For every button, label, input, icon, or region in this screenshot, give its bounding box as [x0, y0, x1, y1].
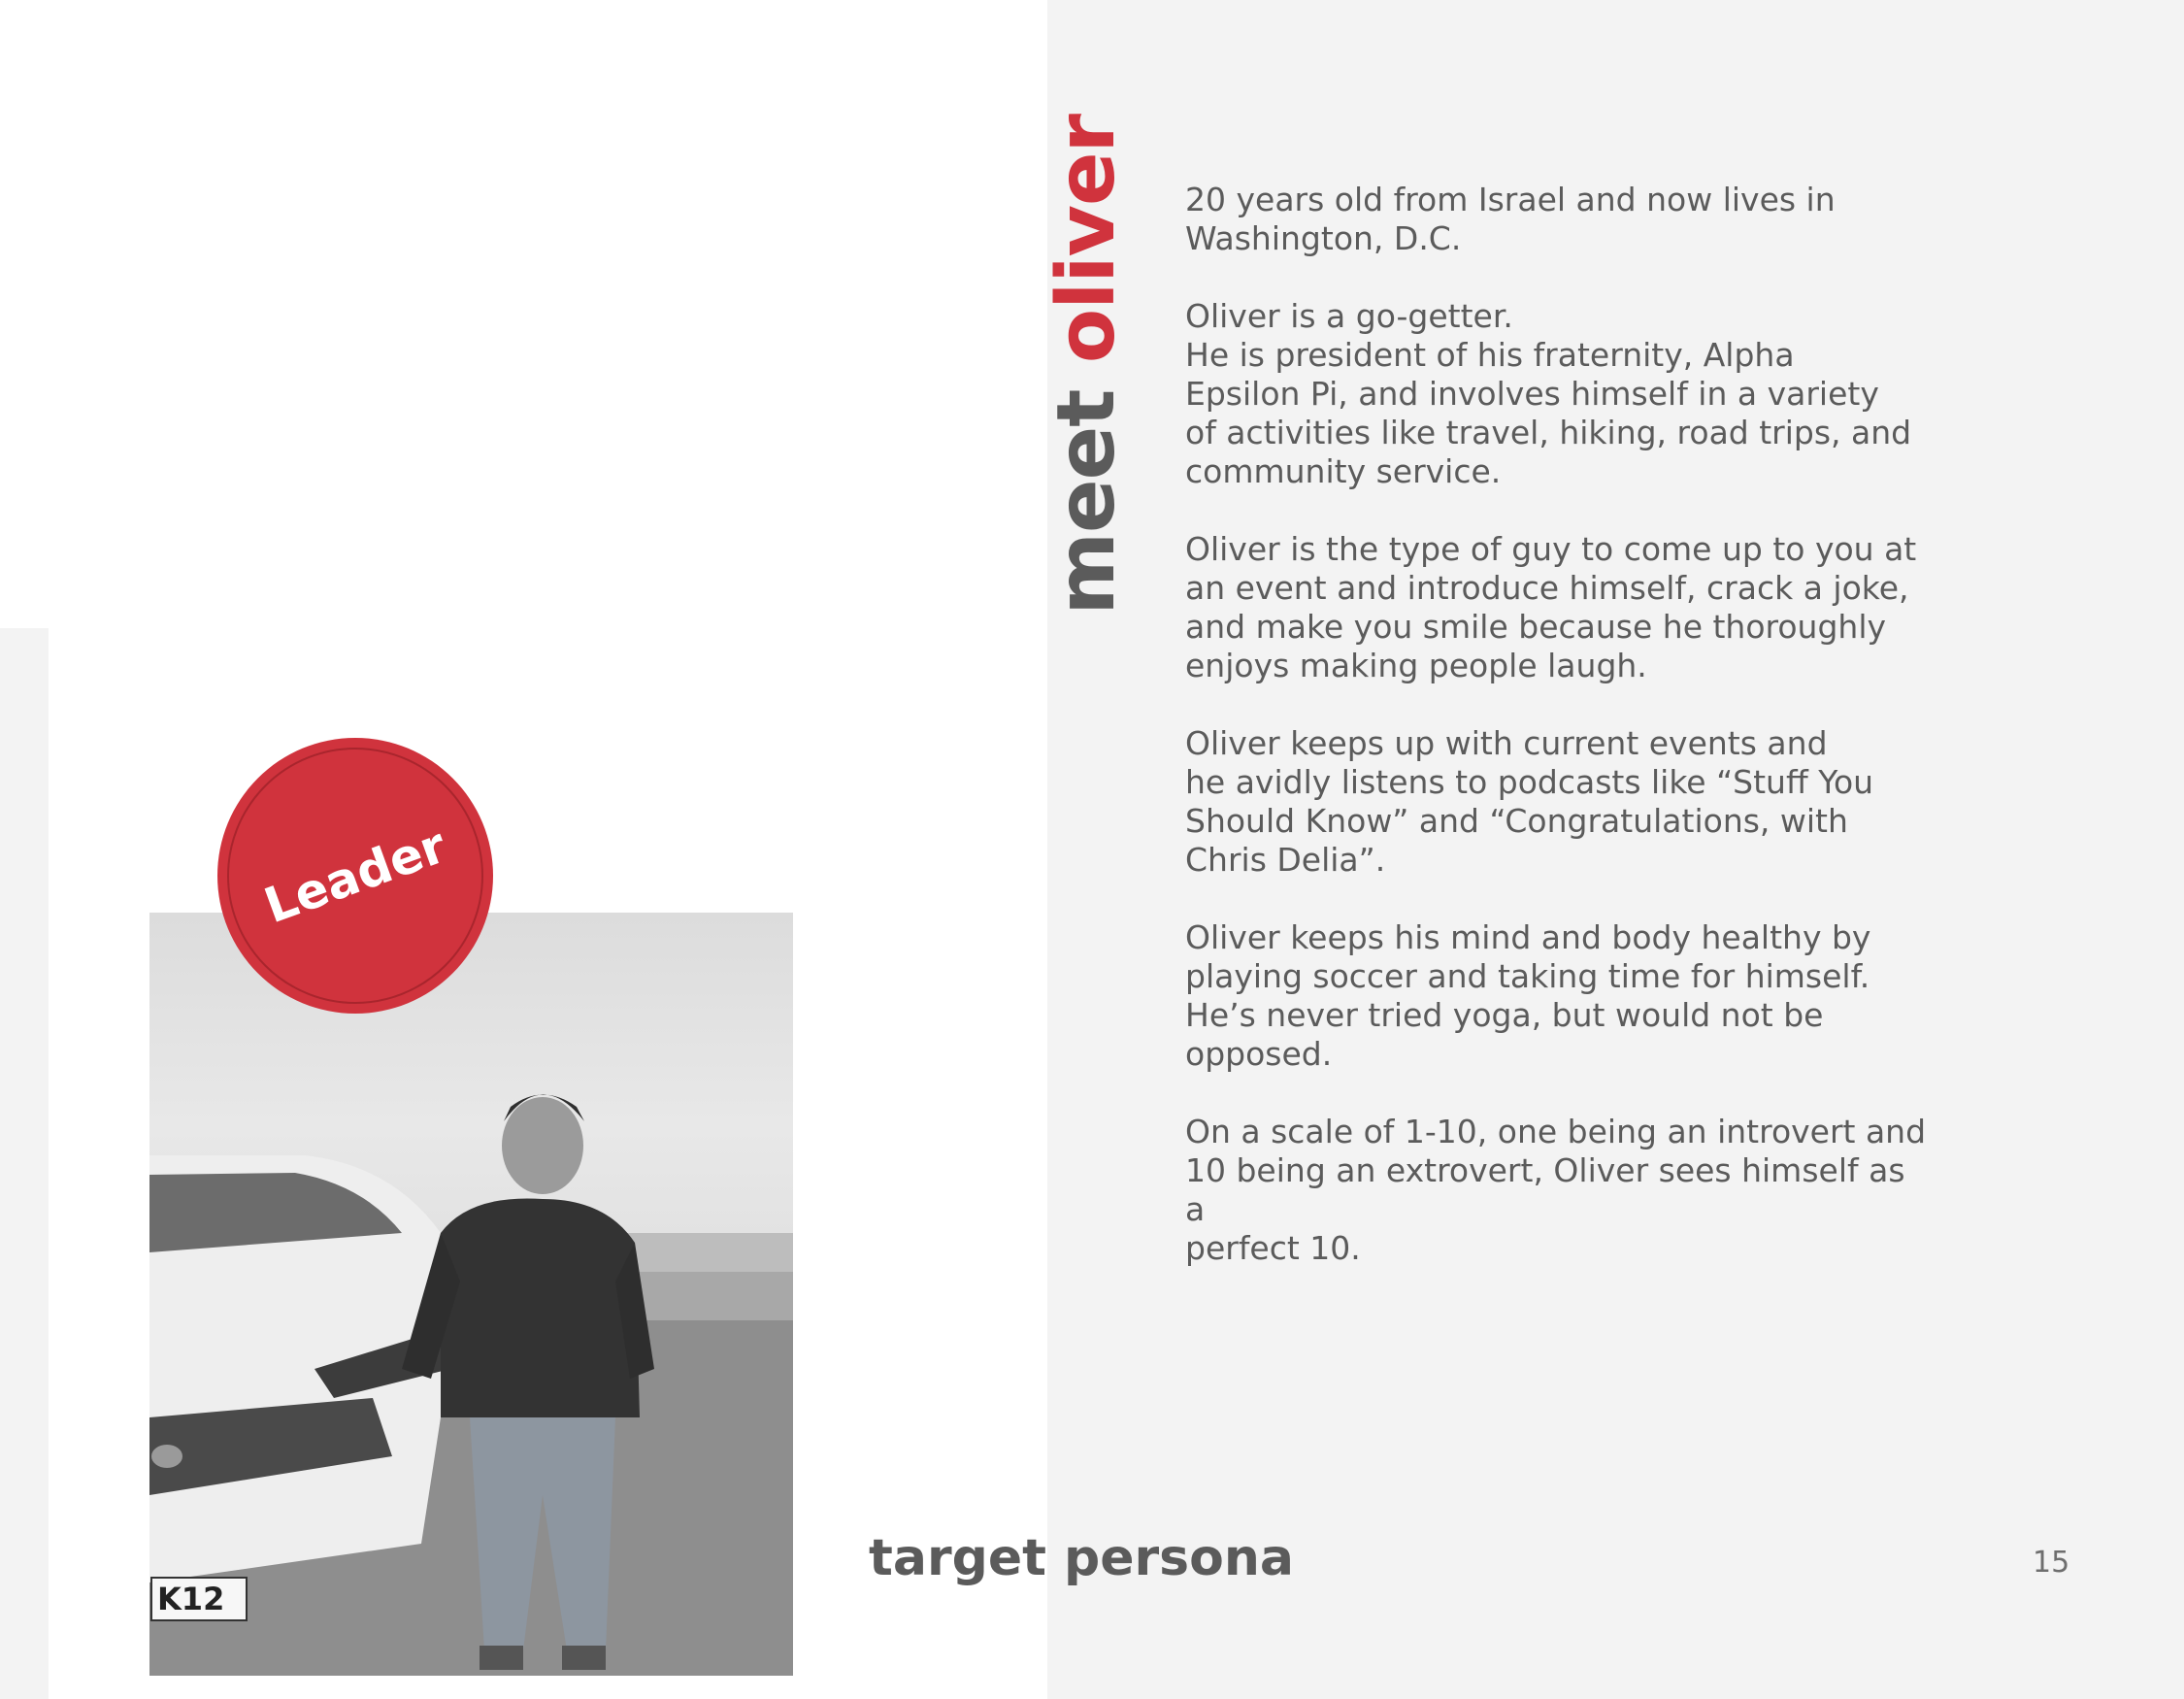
persona-bio [1185, 181, 1933, 1307]
page-heading [1041, 115, 1133, 678]
heading-word-meet: meet [1041, 363, 1133, 616]
page-number: 15 [2033, 1546, 2070, 1580]
heading-word-oliver: oliver [1041, 115, 1133, 364]
persona-photo-illustration [149, 913, 793, 1676]
bio-paragraph: Oliver keeps up with current events and he avidly listens to podcasts like “Stuff You Should Know” and “Congratulations, with Chris Delia”. [1185, 724, 1874, 879]
bio-paragraph: Oliver keeps his mind and body healthy by playing soccer and taking time for himself. He’s never tried yoga, but would not be opposed. [1185, 918, 1871, 1073]
bio-paragraph: Oliver is a go-getter. He is president of his fraternity, Alpha Epsilon Pi, and involves himself in a variety of activities like travel, hiking, road trips, and community service. [1185, 297, 1912, 490]
persona-photo [149, 913, 793, 1676]
badge-label: Leader [256, 816, 454, 935]
bio-paragraph: 20 years old from Israel and now lives in Washington, D.C. [1185, 181, 1836, 257]
leader-badge [217, 738, 493, 1014]
left-edge-strip [0, 628, 49, 1699]
bio-paragraph: On a scale of 1-10, one being an introvert and 10 being an extrovert, Oliver sees himself as a perfect 10. [1185, 1113, 1927, 1267]
bio-paragraph: Oliver is the type of guy to come up to you at an event and introduce himself, crack a joke, and make you smile because he thoroughly enjoys making people laugh. [1185, 530, 1917, 684]
section-title: target persona [869, 1529, 1294, 1587]
license-plate-text: K12 [157, 1581, 225, 1617]
